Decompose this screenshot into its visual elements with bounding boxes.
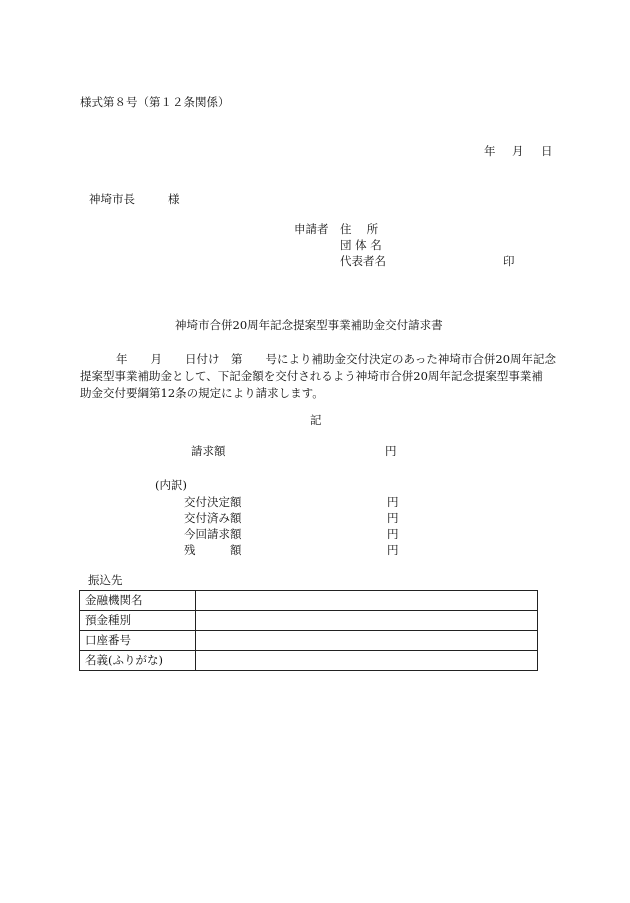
breakdown-label-current: 今回請求額 <box>184 527 242 541</box>
deposit-type-label: 預金種別 <box>80 611 196 631</box>
table-row <box>80 611 538 631</box>
applicant-label: 申請者 <box>294 222 329 236</box>
request-amount-unit: 円 <box>385 444 397 458</box>
form-number: 様式第８号（第１２条関係） <box>80 95 230 109</box>
table-row <box>80 651 538 671</box>
table-row <box>80 591 538 611</box>
bank-info-table <box>79 590 538 671</box>
date-day-label: 日 <box>541 144 553 158</box>
breakdown-unit-current: 円 <box>387 527 399 541</box>
paragraph-line-2: 提案型事業補助金として、下記金額を交付されるよう神埼市合併20周年記念提案型事業補 <box>80 369 543 383</box>
breakdown-unit-paid: 円 <box>387 511 399 525</box>
date-month-label: 月 <box>512 144 524 158</box>
addressee-honorific: 様 <box>168 192 180 206</box>
document-title: 神埼市合併20周年記念提案型事業補助金交付請求書 <box>175 318 443 332</box>
seal-mark: 印 <box>503 254 515 268</box>
applicant-group-label: 団 体 名 <box>340 238 382 252</box>
bank-name-field[interactable] <box>196 591 538 611</box>
breakdown-heading: (内訳) <box>155 478 187 492</box>
breakdown-label-decided: 交付決定額 <box>184 495 242 509</box>
deposit-type-field[interactable] <box>196 611 538 631</box>
breakdown-unit-decided: 円 <box>387 495 399 509</box>
account-number-label: 口座番号 <box>80 631 196 651</box>
request-amount-label: 請求額 <box>191 444 226 458</box>
breakdown-label-paid: 交付済み額 <box>184 511 242 525</box>
date-year-label: 年 <box>484 144 496 158</box>
applicant-address-label: 住 所 <box>340 222 379 236</box>
paragraph-line-3: 助金交付要綱第12条の規定により請求します。 <box>80 386 324 400</box>
request-paragraph <box>80 351 558 402</box>
bank-name-label: 金融機関名 <box>80 591 196 611</box>
addressee-name: 神埼市長 <box>89 192 135 206</box>
breakdown-unit-remaining: 円 <box>387 543 399 557</box>
table-row <box>80 631 538 651</box>
account-number-field[interactable] <box>196 631 538 651</box>
applicant-representative-label: 代表者名 <box>340 254 386 268</box>
ki-marker: 記 <box>310 413 322 427</box>
paragraph-line-1: 年 月 日付け 第 号により補助金交付決定のあった神埼市合併20周年記念 <box>116 352 557 366</box>
account-holder-label: 名義(ふりがな) <box>80 651 196 671</box>
breakdown-label-remaining: 残 額 <box>184 543 242 557</box>
bank-heading: 振込先 <box>88 573 123 587</box>
account-holder-field[interactable] <box>196 651 538 671</box>
